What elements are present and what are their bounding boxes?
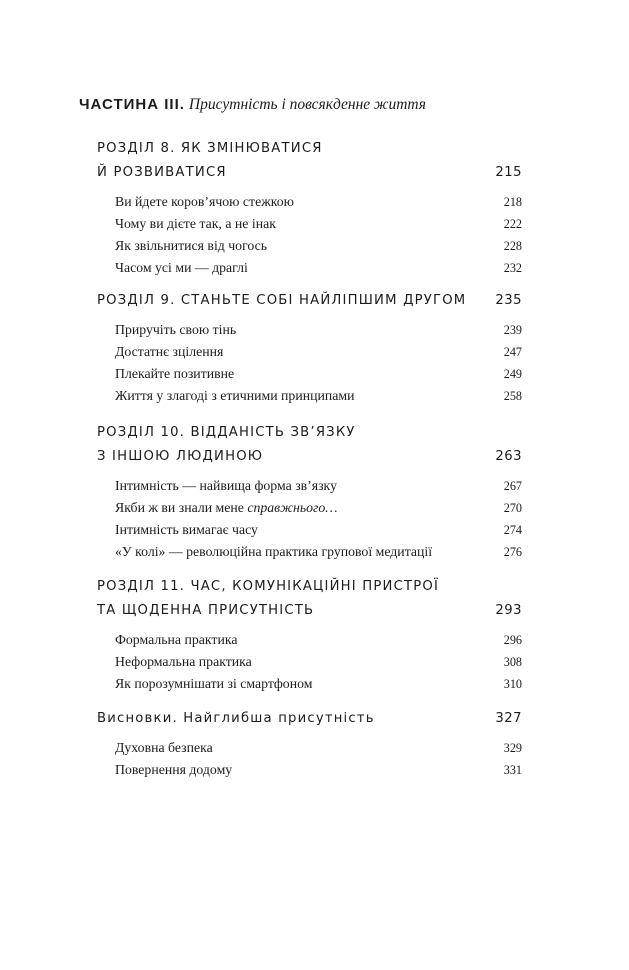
section-page-number: 274 [503, 523, 522, 537]
section-title: Якби ж ви знали мене [115, 500, 248, 515]
chapter-title: РОЗДІЛ 10. ВІДДАНІСТЬ ЗВ’ЯЗКУ [97, 425, 356, 440]
section-entry [97, 213, 522, 235]
section-title: Часом усі ми — драглі [115, 260, 248, 275]
chapter-8 [97, 137, 522, 279]
chapter-title: РОЗДІЛ 8. ЯК ЗМІНЮВАТИСЯ [97, 141, 323, 156]
section-entry [97, 235, 522, 257]
section-title: Чому ви дієте так, а не інак [115, 216, 276, 231]
part-title: Присутність і повсякденне життя [188, 96, 426, 113]
section-title: Духовна безпека [115, 740, 213, 755]
section-title: Формальна практика [115, 632, 238, 647]
section-entry [97, 759, 522, 781]
section-list [97, 475, 522, 563]
section-entry [97, 319, 522, 341]
section-entry [97, 475, 522, 497]
section-page-number: 270 [503, 501, 522, 515]
section-entry [97, 191, 522, 213]
chapter-title-line [97, 137, 522, 161]
section-title: Плекайте позитивне [115, 366, 235, 381]
chapter-title: РОЗДІЛ 11. ЧАС, КОМУНІКАЦІЙНІ ПРИСТРОЇ [97, 579, 440, 594]
section-entry [97, 651, 522, 673]
section-entry [97, 629, 522, 651]
section-page-number: 222 [503, 217, 522, 231]
chapter-title-line [97, 575, 522, 599]
section-title: Життя у злагоді з етичними принципами [115, 388, 355, 403]
section-title: Інтимність вимагає часу [115, 522, 258, 537]
section-entry [97, 385, 522, 407]
chapter-10 [97, 421, 522, 563]
chapter-title: Й РОЗВИВАТИСЯ [97, 165, 227, 180]
section-title: Як звільнитися від чогось [115, 238, 268, 253]
part-label: ЧАСТИНА ІІІ. [79, 96, 185, 113]
section-page-number: 329 [503, 741, 522, 755]
section-entry [97, 673, 522, 695]
section-title: Достатнє зцілення [115, 344, 224, 359]
section-entry [97, 497, 522, 519]
section-title: Повернення додому [115, 762, 233, 777]
chapter-9 [97, 289, 522, 407]
chapter-page-number: 263 [495, 449, 522, 464]
section-entry [97, 363, 522, 385]
section-title: Неформальна практика [115, 654, 252, 669]
chapter-title-line [97, 707, 522, 731]
section-entry [97, 541, 522, 563]
section-page-number: 239 [503, 323, 522, 337]
section-page-number: 267 [503, 479, 522, 493]
section-page-number: 258 [503, 389, 522, 403]
chapter-page-number: 293 [495, 603, 522, 618]
chapter-11 [97, 575, 522, 695]
section-title: Інтимність — найвища форма зв’язку [115, 478, 337, 493]
section-entry [97, 341, 522, 363]
chapter-page-number: 215 [495, 165, 522, 180]
section-page-number: 228 [503, 239, 522, 253]
chapter-title-line [97, 161, 522, 185]
section-entry [97, 737, 522, 759]
chapter-title: ТА ЩОДЕННА ПРИСУТНІСТЬ [97, 603, 315, 618]
section-page-number: 218 [503, 195, 522, 209]
chapter-page-number: 235 [495, 293, 522, 308]
section-list [97, 319, 522, 407]
chapter-title-line [97, 289, 522, 313]
chapter-title: Висновки. Найглибша присутність [97, 711, 375, 726]
section-page-number: 276 [503, 545, 522, 559]
section-list [97, 737, 522, 781]
chapter-title: З ІНШОЮ ЛЮДИНОЮ [97, 449, 264, 464]
section-entry [97, 257, 522, 279]
chapter-title-line [97, 599, 522, 623]
section-page-number: 331 [503, 763, 522, 777]
chapter-title: РОЗДІЛ 9. СТАНЬТЕ СОБІ НАЙЛІПШИМ ДРУГОМ [97, 293, 467, 308]
section-title: Ви йдете коров’ячою стежкою [115, 194, 294, 209]
conclusions [97, 707, 522, 781]
section-list [97, 191, 522, 279]
section-title-emphasis: справжнього… [247, 500, 338, 515]
section-page-number: 247 [503, 345, 522, 359]
chapter-title-line [97, 421, 522, 445]
part-heading [79, 95, 539, 115]
section-page-number: 310 [503, 677, 522, 691]
section-page-number: 308 [503, 655, 522, 669]
section-page-number: 232 [503, 261, 522, 275]
section-title: «У колі» — революційна практика групової медитації [115, 544, 433, 559]
section-page-number: 249 [503, 367, 522, 381]
section-page-number: 296 [503, 633, 522, 647]
section-title: Як порозумнішати зі смартфоном [115, 676, 313, 691]
section-list [97, 629, 522, 695]
chapter-title-line [97, 445, 522, 469]
section-title: Приручіть свою тінь [115, 322, 237, 337]
section-entry [97, 519, 522, 541]
chapter-page-number: 327 [495, 711, 522, 726]
